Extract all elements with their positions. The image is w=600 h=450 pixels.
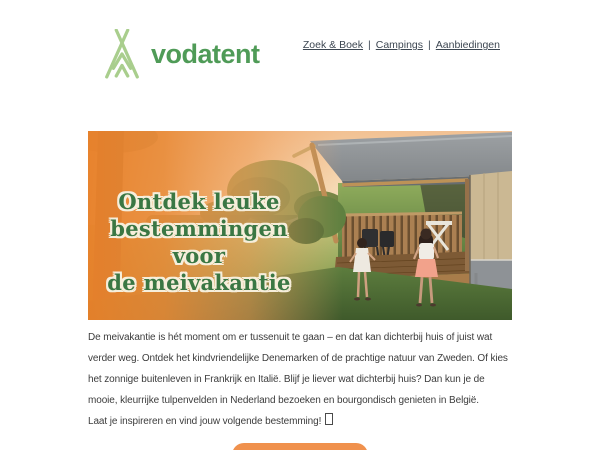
- hero-banner[interactable]: [88, 131, 512, 320]
- nav-separator: |: [428, 39, 431, 51]
- missing-emoji-box: [325, 413, 333, 425]
- closing-line: [88, 411, 333, 432]
- paragraph-line: verder weg. Ontdek het kindvriendelijke Denemarken of de prachtige natuur van Zweden. Of kies: [88, 353, 508, 364]
- headline-line: de meivakantie: [107, 270, 291, 295]
- cta-button[interactable]: [232, 443, 368, 450]
- logo-wordmark: vodatent: [151, 38, 260, 69]
- vodatent-logo[interactable]: [101, 29, 260, 79]
- paragraph-line: De meivakantie is hét moment om er tussenuit te gaan – en dat kan dichterbij huis of juist wat: [88, 332, 493, 343]
- headline-line: bestemmingen voor: [110, 216, 288, 268]
- nav-link-zoek-boek[interactable]: Zoek & Boek: [302, 39, 364, 51]
- hero-headline: [88, 188, 310, 296]
- main-nav: [303, 39, 500, 51]
- nav-link-campings[interactable]: Campings: [375, 39, 424, 51]
- paragraph-line: mooie, kleurrijke tulpenvelden in Nederland bezoeken en bourgondisch genieten in België.: [88, 395, 479, 406]
- intro-paragraph: [88, 327, 508, 411]
- paragraph-line: het zonnige buitenleven in Frankrijk en Italië. Blijf je liever wat dichterbij huis? Dan kun je de: [88, 374, 485, 385]
- nav-link-aanbiedingen[interactable]: Aanbiedingen: [435, 39, 500, 51]
- headline-line: Ontdek leuke: [118, 189, 280, 214]
- nav-separator: |: [368, 39, 371, 51]
- tent-icon: [101, 29, 143, 79]
- closing-text: Laat je inspireren en vind jouw volgende bestemming!: [88, 416, 322, 427]
